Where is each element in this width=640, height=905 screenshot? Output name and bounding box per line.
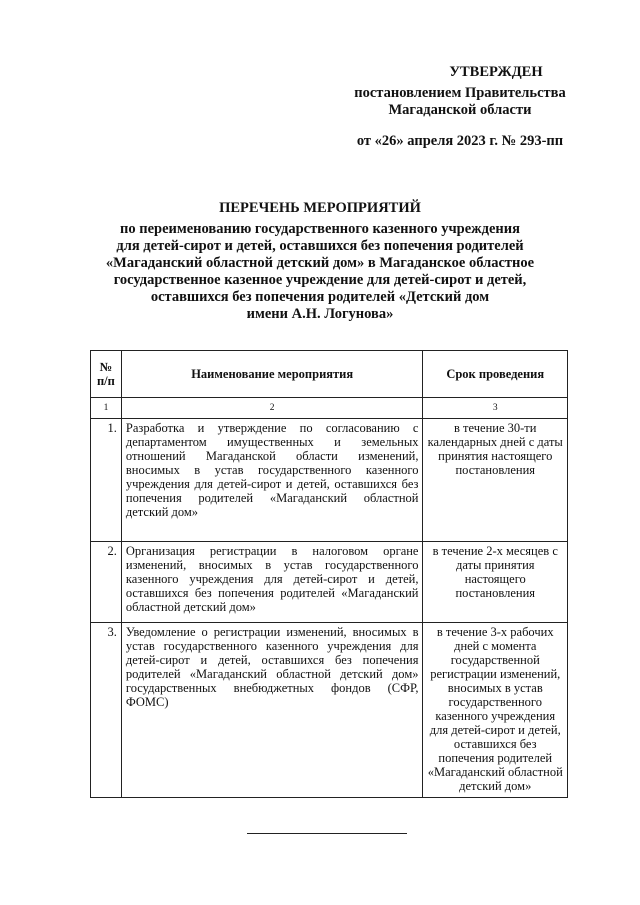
row-term: в течение 30-ти календарных дней с даты принятия настоящего постановления [423, 419, 568, 542]
header-number: № п/п [91, 351, 122, 398]
title-line: «Магаданский областной детский дом» в Магаданское областное [105, 255, 535, 271]
row-term: в течение 3-х рабочих дней с момента государственной регистрации изменений, вносимых в устав государственного казенного учреждения для детей-сирот и детей, оставшихся без попечения родителей «Магаданский областной детский дом» [423, 623, 568, 798]
row-name: Разработка и утверждение по согласованию с департаментом имущественных и земельных отношений Магаданской области изменений, вносимых в устав государственного казенного учреждения для детей-сирот и детей, оставшихся без попечения родителей «Магаданский областной детский дом» [121, 419, 423, 542]
header-term: Срок проведения [423, 351, 568, 398]
column-number: 3 [423, 398, 568, 419]
title-line: для детей-сирот и детей, оставшихся без попечения родителей [116, 238, 524, 254]
column-number-row [91, 398, 568, 419]
title-line: по переименованию государственного казенного учреждения [120, 221, 520, 237]
header-name: Наименование мероприятия [121, 351, 423, 398]
row-name: Организация регистрации в налоговом органе изменений, вносимых в устав государственного казенного учреждения для детей-сирот и детей, оставшихся без попечения родителей «Магаданский областной детский дом» [121, 542, 423, 623]
approval-block [330, 64, 590, 150]
title-line: имени А.Н. Логунова» [246, 306, 394, 322]
row-number: 2. [91, 542, 122, 623]
table-row [91, 623, 568, 798]
row-term: в течение 2-х месяцев с даты принятия настоящего постановления [423, 542, 568, 623]
approval-date-number: от «26» апреля 2023 г. № 293-пп [356, 133, 564, 149]
title-heading: ПЕРЕЧЕНЬ МЕРОПРИЯТИЙ [219, 200, 421, 216]
title-line: государственное казенное учреждение для детей-сирот и детей, [113, 272, 527, 288]
column-number: 2 [121, 398, 423, 419]
closing-divider [247, 833, 407, 834]
approval-by: постановлением Правительства [354, 85, 566, 101]
approval-stamp: УТВЕРЖДЕН [449, 64, 543, 80]
document-title [60, 200, 580, 323]
row-number: 3. [91, 623, 122, 798]
table-row [91, 419, 568, 542]
column-number: 1 [91, 398, 122, 419]
approval-region: Магаданской области [388, 102, 532, 118]
table-row [91, 542, 568, 623]
events-table [90, 350, 568, 798]
table-header-row [91, 351, 568, 398]
row-name: Уведомление о регистрации изменений, вносимых в устав государственного казенного учреждения для детей-сирот и детей, оставшихся без попечения родителей «Магаданский областной детский дом» государственных внебюджетных фондов (СФР, ФОМС) [121, 623, 423, 798]
row-number: 1. [91, 419, 122, 542]
title-line: оставшихся без попечения родителей «Детский дом [150, 289, 490, 305]
